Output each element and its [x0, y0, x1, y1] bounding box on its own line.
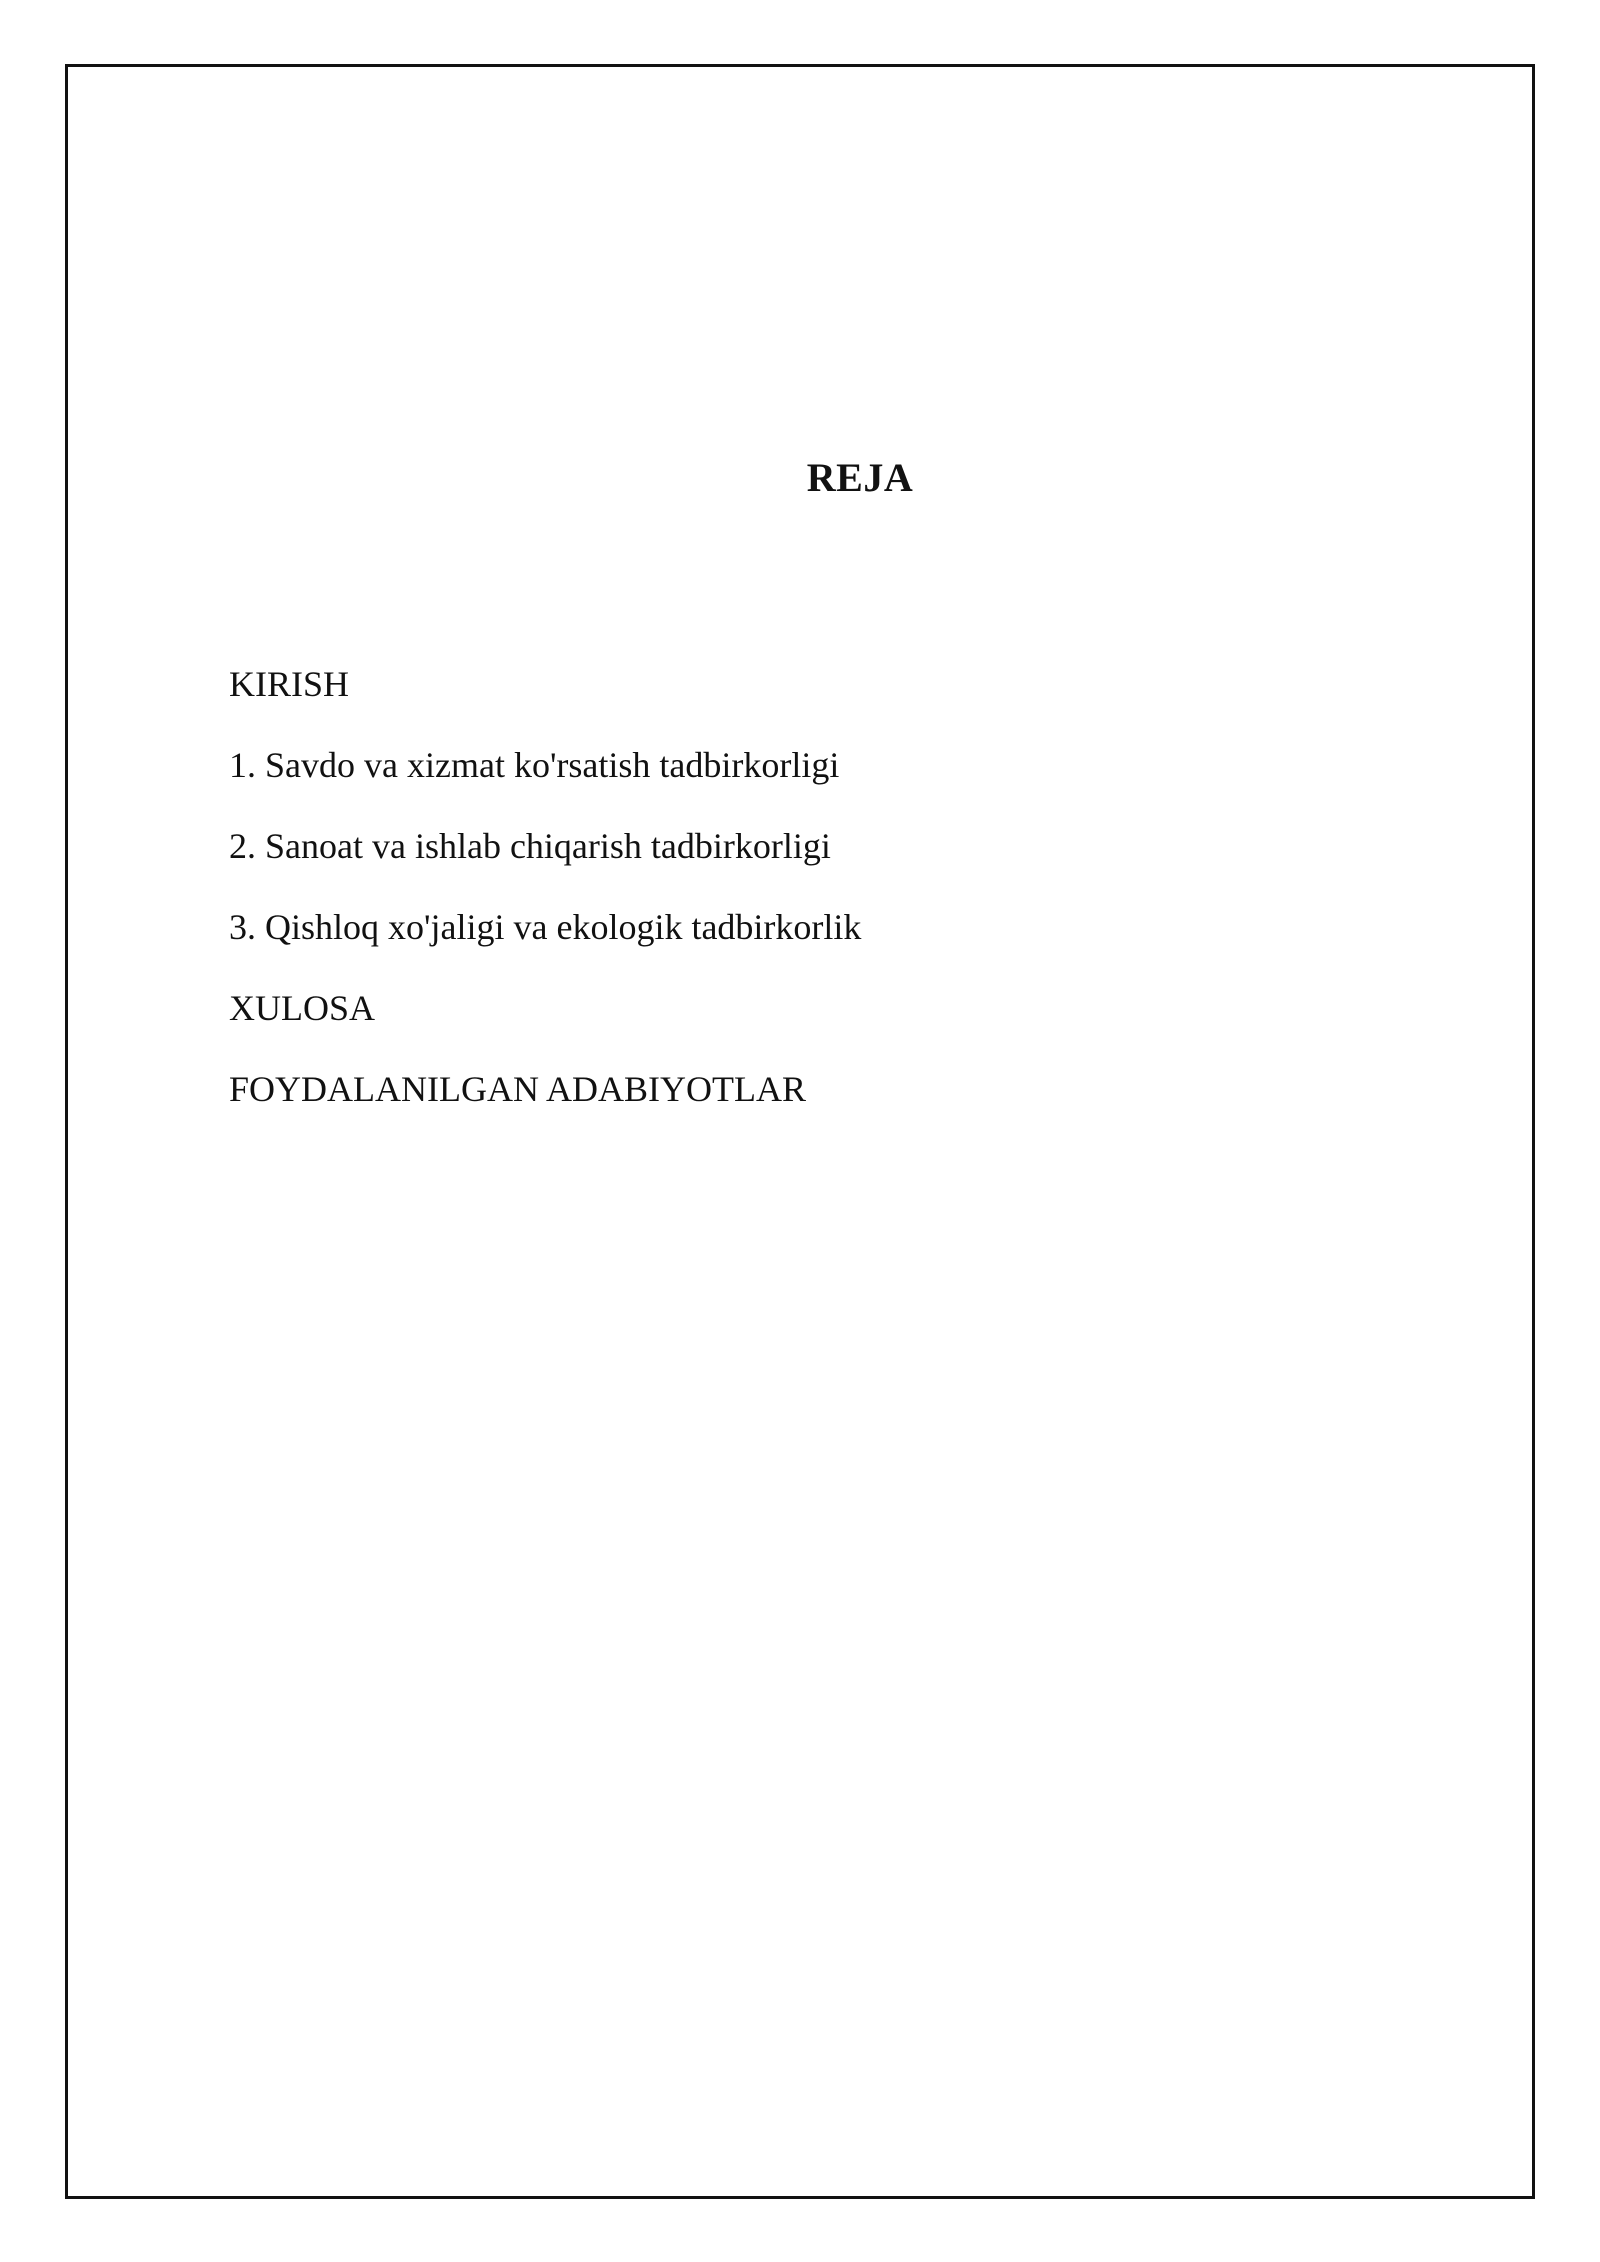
- page-border: [65, 64, 1535, 2199]
- toc-item-introduction: KIRISH: [229, 664, 350, 704]
- toc-item-section-3: 3. Qishloq xo'jaligi va ekologik tadbirkorlik: [229, 907, 862, 947]
- toc-item-conclusion: XULOSA: [229, 988, 376, 1028]
- table-of-contents: [229, 644, 861, 1130]
- toc-item-references: FOYDALANILGAN ADABIYOTLAR: [229, 1069, 806, 1109]
- toc-item-section-2: 2. Sanoat va ishlab chiqarish tadbirkorligi: [229, 826, 831, 866]
- toc-item-section-1: 1. Savdo va xizmat ko'rsatish tadbirkorligi: [229, 745, 840, 785]
- page-title: REJA: [806, 455, 914, 500]
